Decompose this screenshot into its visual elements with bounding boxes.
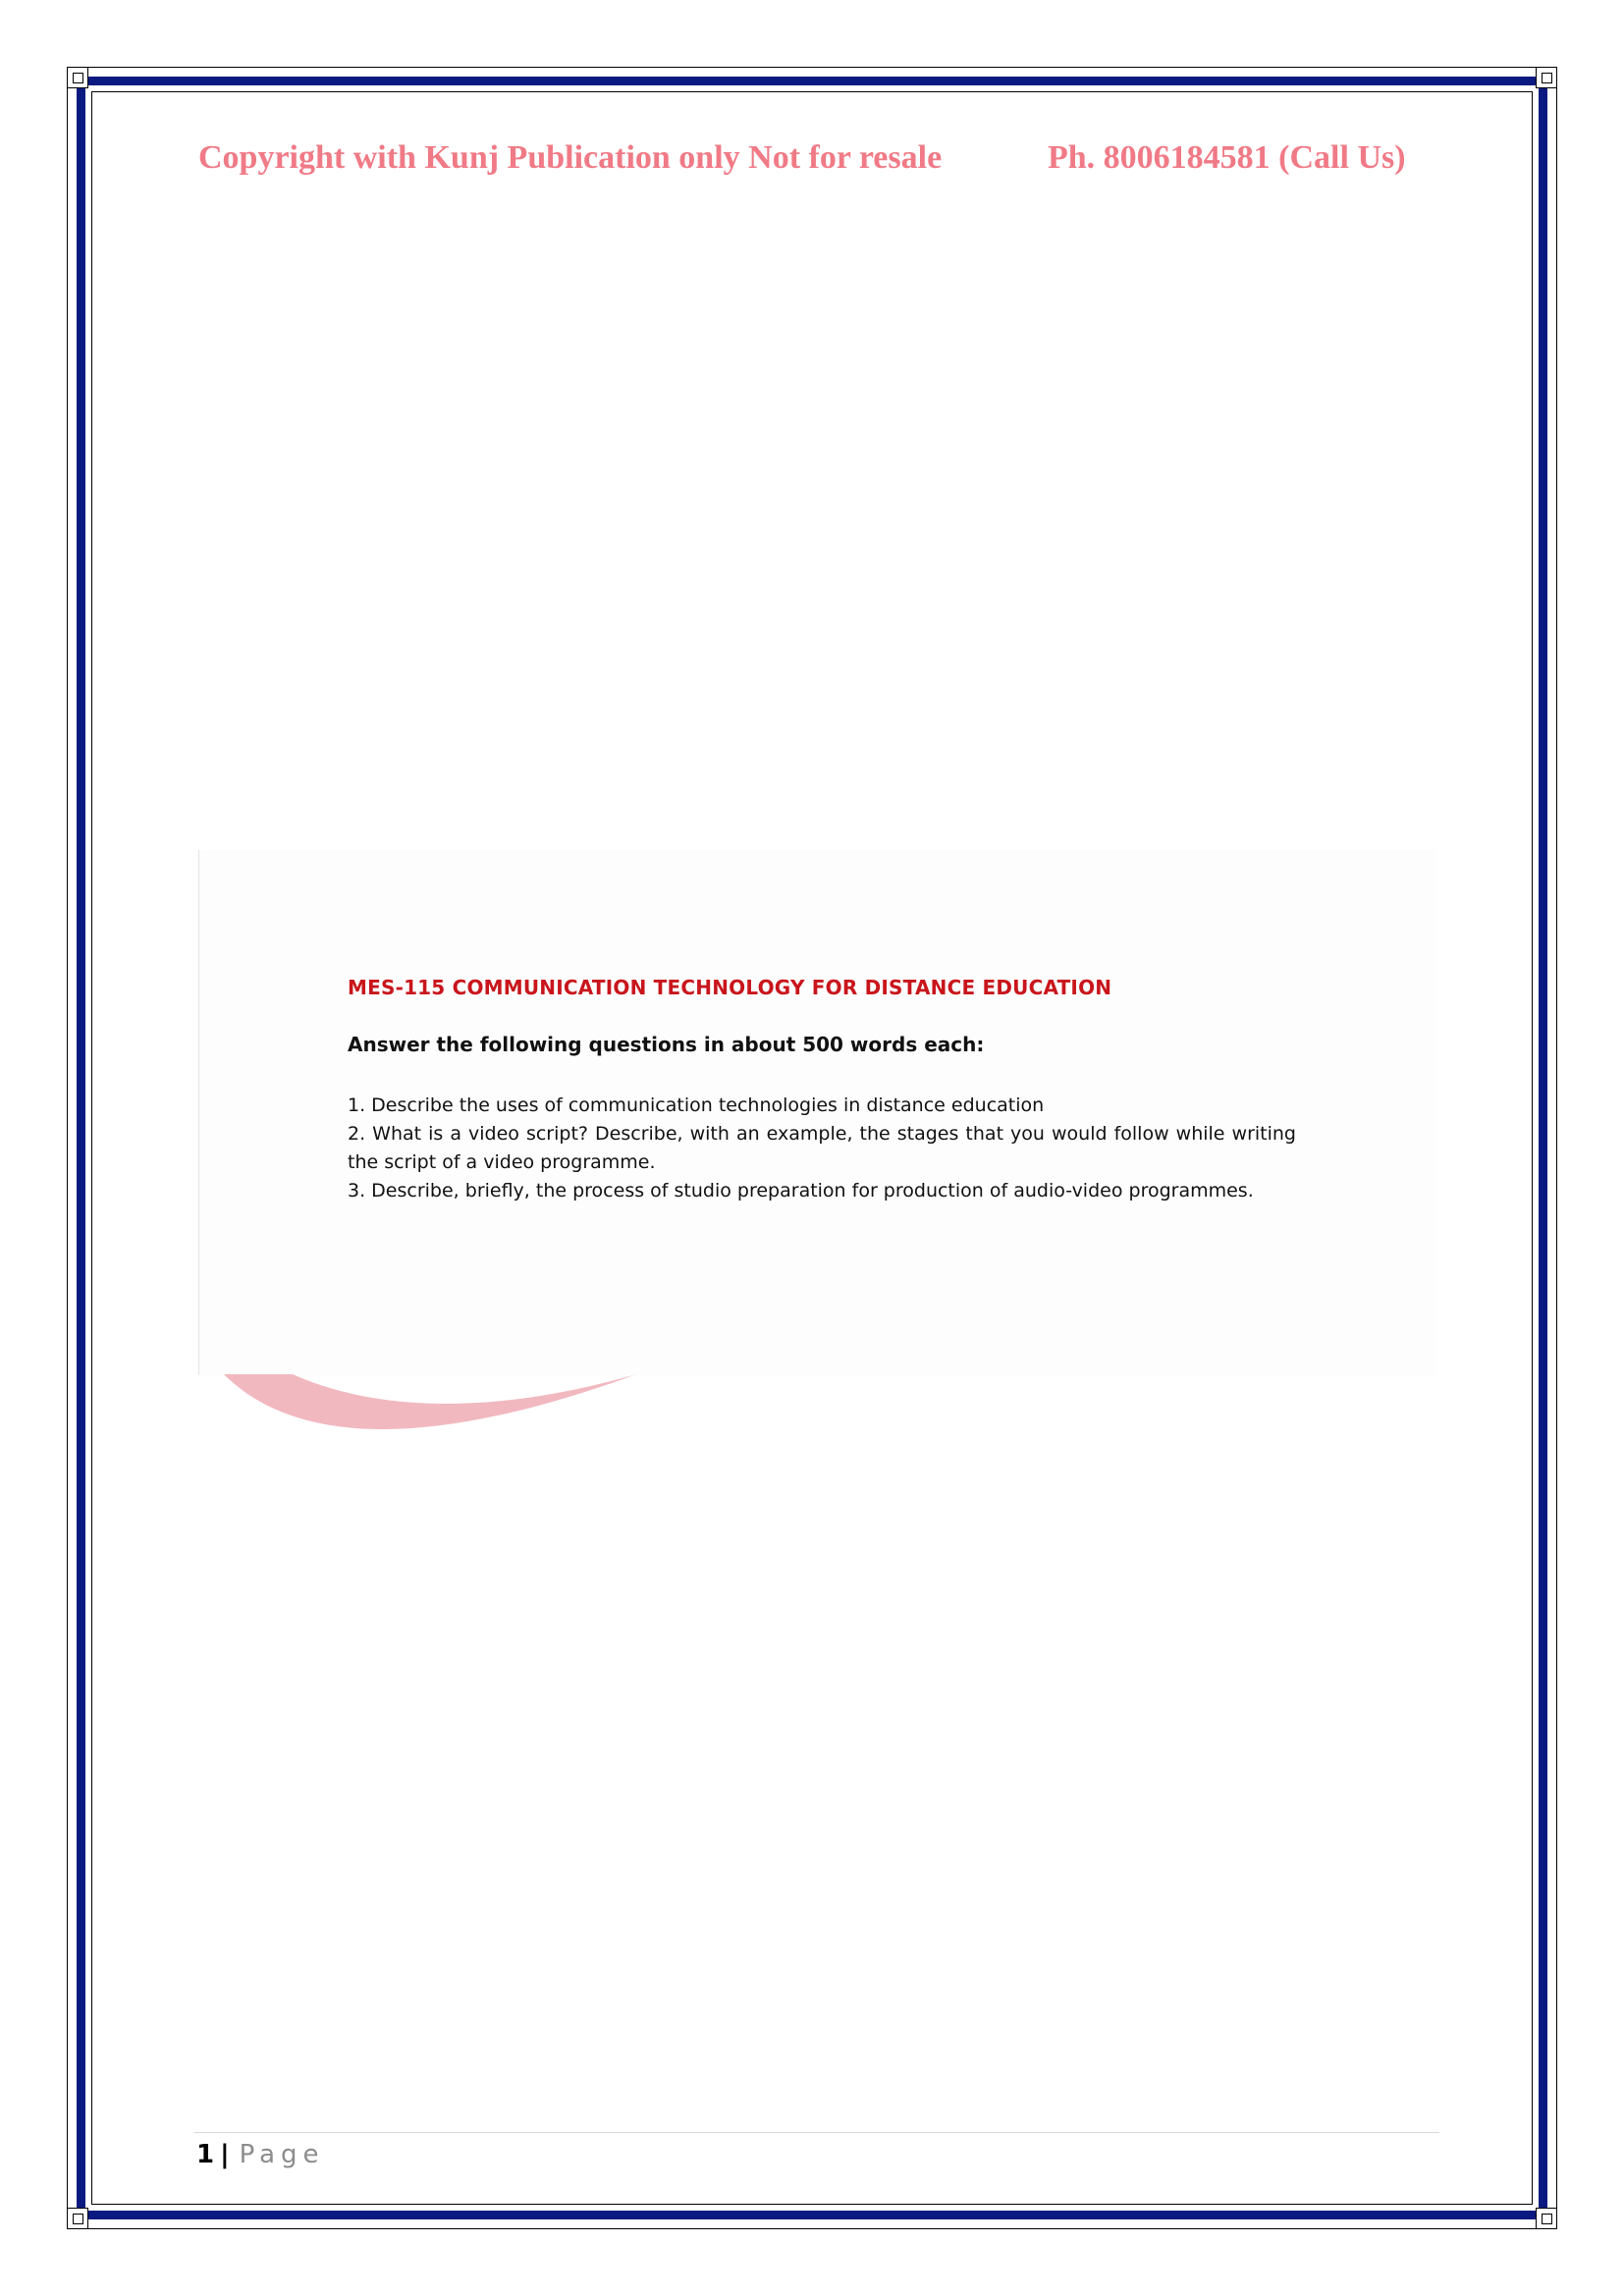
page-number: 1 — [196, 2140, 215, 2169]
border-corner-bottom-right — [1536, 2208, 1557, 2229]
border-corner-top-left — [67, 67, 88, 88]
copyright-notice: Copyright with Kunj Publication only Not for resale — [198, 139, 943, 176]
question-item: 2. What is a video script? Describe, with an example, the stages that you would follow while writing the script of a video programme. — [348, 1123, 1296, 1173]
course-title: MES-115 COMMUNICATION TECHNOLOGY FOR DISTANCE EDUCATION — [348, 976, 1112, 999]
instructions: Answer the following questions in about 500 words each: — [348, 1033, 985, 1056]
footer-separator: | — [220, 2140, 230, 2169]
question-item: 1. Describe the uses of communication technologies in distance education — [348, 1095, 1045, 1116]
decorative-swoosh — [224, 1374, 636, 1463]
question-item: 3. Describe, briefly, the process of studio preparation for production of audio-video programmes. — [348, 1180, 1254, 1201]
border-corner-bottom-left — [67, 2208, 88, 2229]
question-list — [348, 1092, 1296, 1205]
contact-phone: Ph. 8006184581 (Call Us) — [1048, 139, 1406, 176]
footer-divider — [194, 2132, 1439, 2133]
question-paper — [348, 976, 1296, 1205]
border-corner-top-right — [1536, 67, 1557, 88]
page-header — [198, 139, 1435, 177]
page-footer — [196, 2140, 325, 2169]
page-label: Page — [239, 2140, 325, 2169]
